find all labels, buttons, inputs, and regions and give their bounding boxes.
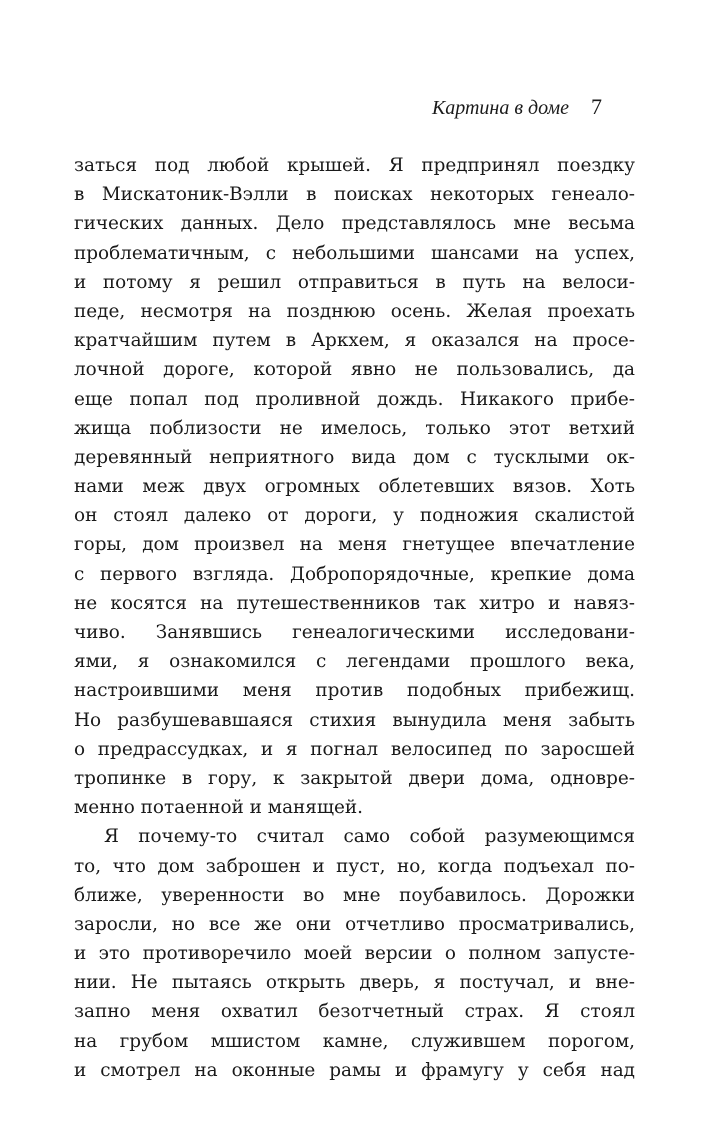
page-number: 7 <box>591 94 602 119</box>
text-line: жища поблизости не имелось, только этот ветхий <box>74 417 635 439</box>
body-text <box>74 151 635 1085</box>
text-line: на грубом мшистом камне, служившем порогом, <box>74 1030 635 1052</box>
text-line: лочной дороге, которой явно не пользовались, да <box>74 359 635 381</box>
text-line: ями, я ознакомился с легендами прошлого века, <box>74 651 635 673</box>
text-line: чиво. Занявшись генеалогическими исследовани- <box>74 622 635 643</box>
text-line: тропинке в гору, к закрытой двери дома, одновре- <box>74 767 635 789</box>
text-line: настроившими меня против подобных прибежищ. <box>74 680 635 702</box>
text-line: в Мискатоник-Вэлли в поисках некоторых генеало- <box>74 184 635 206</box>
text-line: нами меж двух огромных облетевших вязов. Хоть <box>74 476 635 498</box>
text-line: не косятся на путешественников так хитро и навяз- <box>74 592 635 614</box>
text-line: педе, несмотря на позднюю осень. Желая проехать <box>74 300 635 322</box>
text-line: о предрассудках, и я погнал велосипед по заросшей <box>74 738 635 760</box>
running-header-title: Картина в доме <box>431 97 569 119</box>
text-line: нии. Не пытаясь открыть дверь, я постучал, и вне- <box>74 972 635 994</box>
paragraph-1 <box>74 151 635 822</box>
text-line: гических данных. Дело представлялось мне весьма <box>74 213 635 235</box>
text-line: и смотрел на оконные рамы и фрамугу у себя над <box>74 1059 635 1081</box>
text-line: проблематичным, с небольшими шансами на успех, <box>74 242 635 264</box>
text-line: и потому я решил отправиться в путь на велоси- <box>74 271 635 293</box>
text-line: он стоял далеко от дороги, у подножия скалистой <box>74 505 635 527</box>
text-line: ближе, уверенности во мне поубавилось. Дорожки <box>74 884 635 906</box>
text-line: Но разбушевавшаяся стихия вынудила меня забыть <box>74 709 635 731</box>
text-line: менно потаенной и манящей. <box>74 797 363 819</box>
text-line: горы, дом произвел на меня гнетущее впечатление <box>74 534 635 556</box>
text-line: кратчайшим путем в Аркхем, я оказался на просе- <box>74 330 635 352</box>
text-line: Я почему-то считал само собой разумеющимся <box>104 826 635 848</box>
text-line: с первого взгляда. Добропорядочные, крепкие дома <box>74 563 635 585</box>
text-line: и это противоречило моей версии о полном запусте- <box>74 943 635 965</box>
text-line: заться под любой крышей. Я предпринял поездку <box>74 155 635 176</box>
text-line: запно меня охватил безотчетный страх. Я стоял <box>74 1001 635 1023</box>
paragraph-2 <box>74 822 635 1085</box>
text-line: еще попал под проливной дождь. Никакого прибе- <box>74 388 635 410</box>
text-line: заросли, но все же они отчетливо просматривались, <box>74 913 635 935</box>
text-line: деревянный неприятного вида дом с тусклыми ок- <box>74 446 635 468</box>
text-line: то, что дом заброшен и пуст, но, когда подъехал по- <box>74 855 635 877</box>
